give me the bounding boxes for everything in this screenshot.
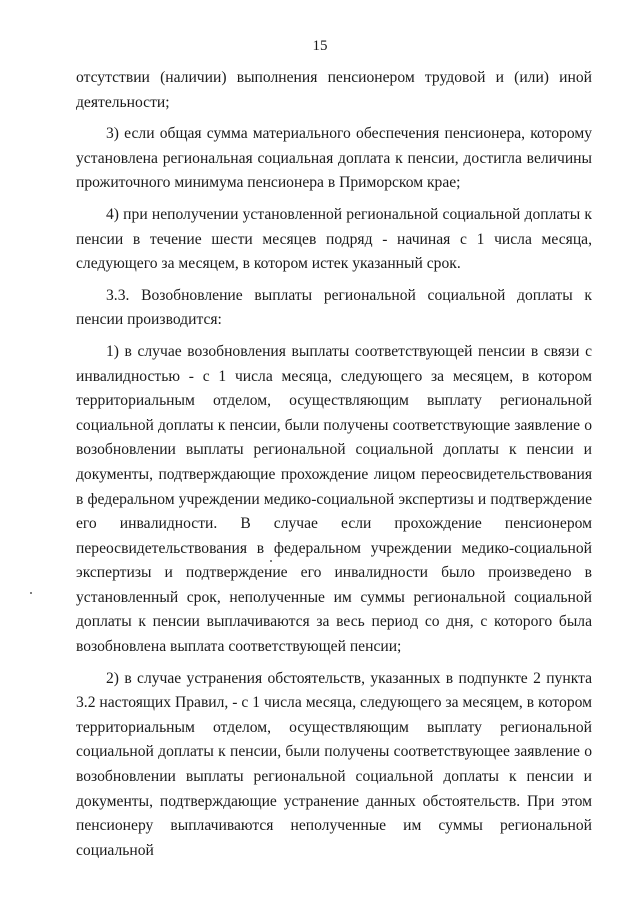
paragraph-item-3: 3) если общая сумма материального обеспечения пенсионера, которому установлена региональная социальная доплата к пенсии, достигла величины прожиточного минимума пенсионера в Приморском крае;: [76, 125, 592, 192]
paragraph-resume-item-2: 2) в случае устранения обстоятельств, указанных в подпункте 2 пункта 3.2 настоящих Правил, - с 1 числа месяца, следующего за месяцем, в котором территориальным отделом, осуществляющим выплату региональной социальной доплаты к пенсии, были получены соответствующее заявление о возобновлении выплаты региональной социальной доплаты к пенсии и документы, подтверждающие устранение данных обстоятельств. При этом пенсионеру выплачиваются неполученные им суммы региональной социальной: [76, 669, 592, 859]
scan-speck: [270, 560, 272, 562]
paragraph-continuation: отсутствии (наличии) выполнения пенсионером трудовой и (или) иной деятельности;: [76, 69, 592, 111]
paragraph-section-3-3: 3.3. Возобновление выплаты региональной социальной доплаты к пенсии производится:: [76, 286, 592, 329]
scan-speck: [30, 592, 32, 594]
paragraph-item-4: 4) при неполучении установленной региональной социальной доплаты к пенсии в течение шести месяцев подряд - начиная с 1 числа месяца, следующего за месяцем, в котором истек указанный срок.: [76, 205, 592, 273]
paragraph-resume-item-1: 1) в случае возобновления выплаты соответствующей пенсии в связи с инвалидностью - с 1 числа месяца, следующего за месяцем, в котором территориальным отделом, осуществляющим выплату региональной социальной доплаты к пенсии, были получены соответствующие заявление о возобновлении выплаты региональной социальной доплаты к пенсии и документы, подтверждающие прохождение лицом переосвидетельствования в федеральном учреждении медико-социальной экспертизы и подтверждение его инвалидности. В случае если прохождение пенсионером переосвидетельствования в федеральном учреждении медико-социальной экспертизы и подтверждение его инвалидности было произведено в установленный срок, неполученные им суммы региональной социальной доплаты к пенсии выплачиваются за весь период со дня, с которого была возобновлена выплата соответствующей пенсии;: [76, 342, 592, 656]
document-body: [76, 66, 592, 863]
page-number: 15: [312, 38, 328, 54]
